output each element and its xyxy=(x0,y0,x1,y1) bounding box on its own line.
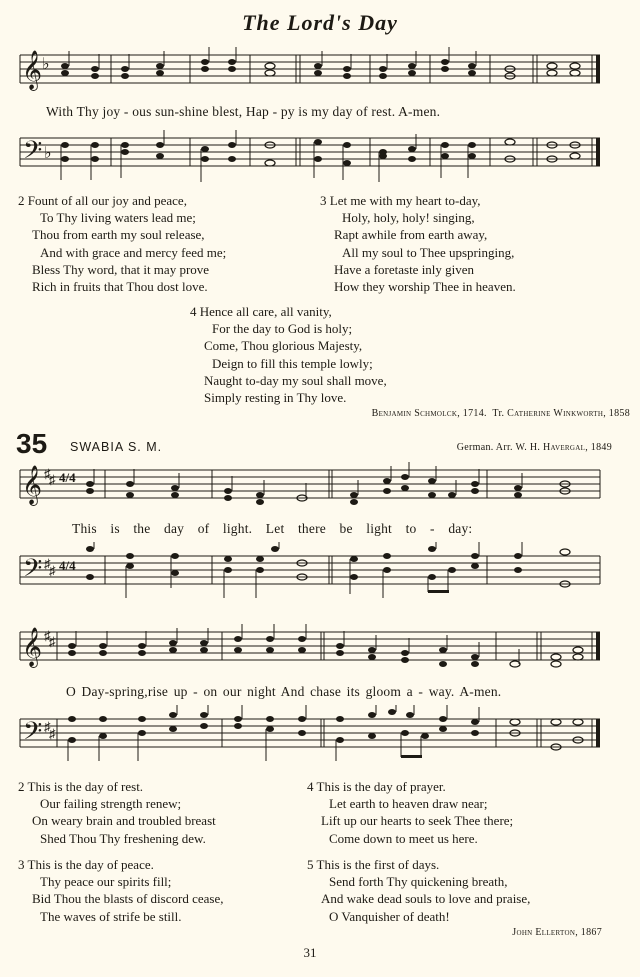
music-system-35-line2-bass xyxy=(0,705,640,765)
verse-2-top: 2 Fount of all our joy and peace, To Thy living waters lead me; Thou from earth my soul release, And with grace and mercy feed me; Bless Thy word, that it may prove Rich in fruits that Thou dost love. xyxy=(18,193,227,295)
svg-text:♭: ♭ xyxy=(42,56,50,73)
svg-text:𝄢: 𝄢 xyxy=(23,555,43,588)
music-system-35-line1-bass xyxy=(0,542,640,602)
music-system-35-line2-treble xyxy=(0,622,640,678)
top-hymn-attribution: Benjamin Schmolck, 1714. Tr. Catherine Winkworth, 1858 xyxy=(371,408,630,419)
lyric-line-top: With Thy joy - ous sun-shine blest, Hap - py is my day of rest. A-men. xyxy=(46,104,441,119)
verse-3-35: 3 This is the day of peace. Thy peace our spirits fill; Bid Thou the blasts of discord cease, The waves of strife be still. xyxy=(18,857,224,924)
svg-text:𝄞: 𝄞 xyxy=(22,629,43,666)
lyric-line-35-2: O Day-spring,rise up - on our night And chase its gloom a - way. A-men. xyxy=(66,684,502,699)
tune-name: SWABIA S. M. xyxy=(70,440,163,454)
svg-text:♯: ♯ xyxy=(44,719,51,734)
lyric-line-35-1: This is the day of light. Let there be light to - day: xyxy=(72,521,473,536)
page-title: The Lord's Day xyxy=(242,10,398,35)
hymn-35-arrangement: German. Arr. W. H. Havergal, 1849 xyxy=(456,442,612,453)
svg-text:♯: ♯ xyxy=(49,472,56,487)
verse-4-35: 4 This is the day of prayer. Let earth to heaven draw near; Lift up our hearts to seek Thee there; Come down to meet us here. xyxy=(307,779,514,846)
music-system-35-line1-treble xyxy=(0,460,640,516)
svg-text:4/4: 4/4 xyxy=(59,558,76,573)
page-number: 31 xyxy=(303,945,317,960)
verse-4-top: 4 Hence all care, all vanity, For the day to God is holy; Come, Thou glorious Majesty, Deign to fill this temple lowly; Naught to-day my soul shall move, Simply resting in Thy love. xyxy=(190,304,387,406)
verse-3-top: 3 Let me with my heart to-day, Holy, holy, holy! singing, Rapt awhile from earth away, All my soul to Thee upspringing, Have a foretaste inly given How they worship Thee in heaven. xyxy=(320,193,516,295)
music-system-top-treble xyxy=(0,45,640,95)
svg-text:𝄢: 𝄢 xyxy=(23,137,43,170)
svg-text:𝄞: 𝄞 xyxy=(22,52,43,89)
hymn-35-author: John Ellerton, 1867 xyxy=(512,927,602,938)
svg-text:♯: ♯ xyxy=(44,628,51,643)
verse-2-35: 2 This is the day of rest. Our failing strength renew; On weary brain and troubled breast Shed Thou Thy freshening dew. xyxy=(18,779,216,846)
svg-text:♯: ♯ xyxy=(49,563,56,578)
svg-text:♯: ♯ xyxy=(44,556,51,571)
svg-text:♯: ♯ xyxy=(44,466,51,481)
hymn-number: 35 xyxy=(16,428,48,459)
verse-5-35: 5 This is the first of days. Send forth Thy quickening breath, And wake dead souls to love and praise, O Vanquisher of death! xyxy=(307,857,531,924)
svg-text:𝄢: 𝄢 xyxy=(23,718,43,751)
svg-text:♯: ♯ xyxy=(49,634,56,649)
svg-text:4/4: 4/4 xyxy=(59,470,76,485)
svg-text:𝄞: 𝄞 xyxy=(22,467,43,504)
svg-text:♭: ♭ xyxy=(44,145,52,162)
svg-text:♯: ♯ xyxy=(49,726,56,741)
music-system-top-bass xyxy=(0,128,640,184)
